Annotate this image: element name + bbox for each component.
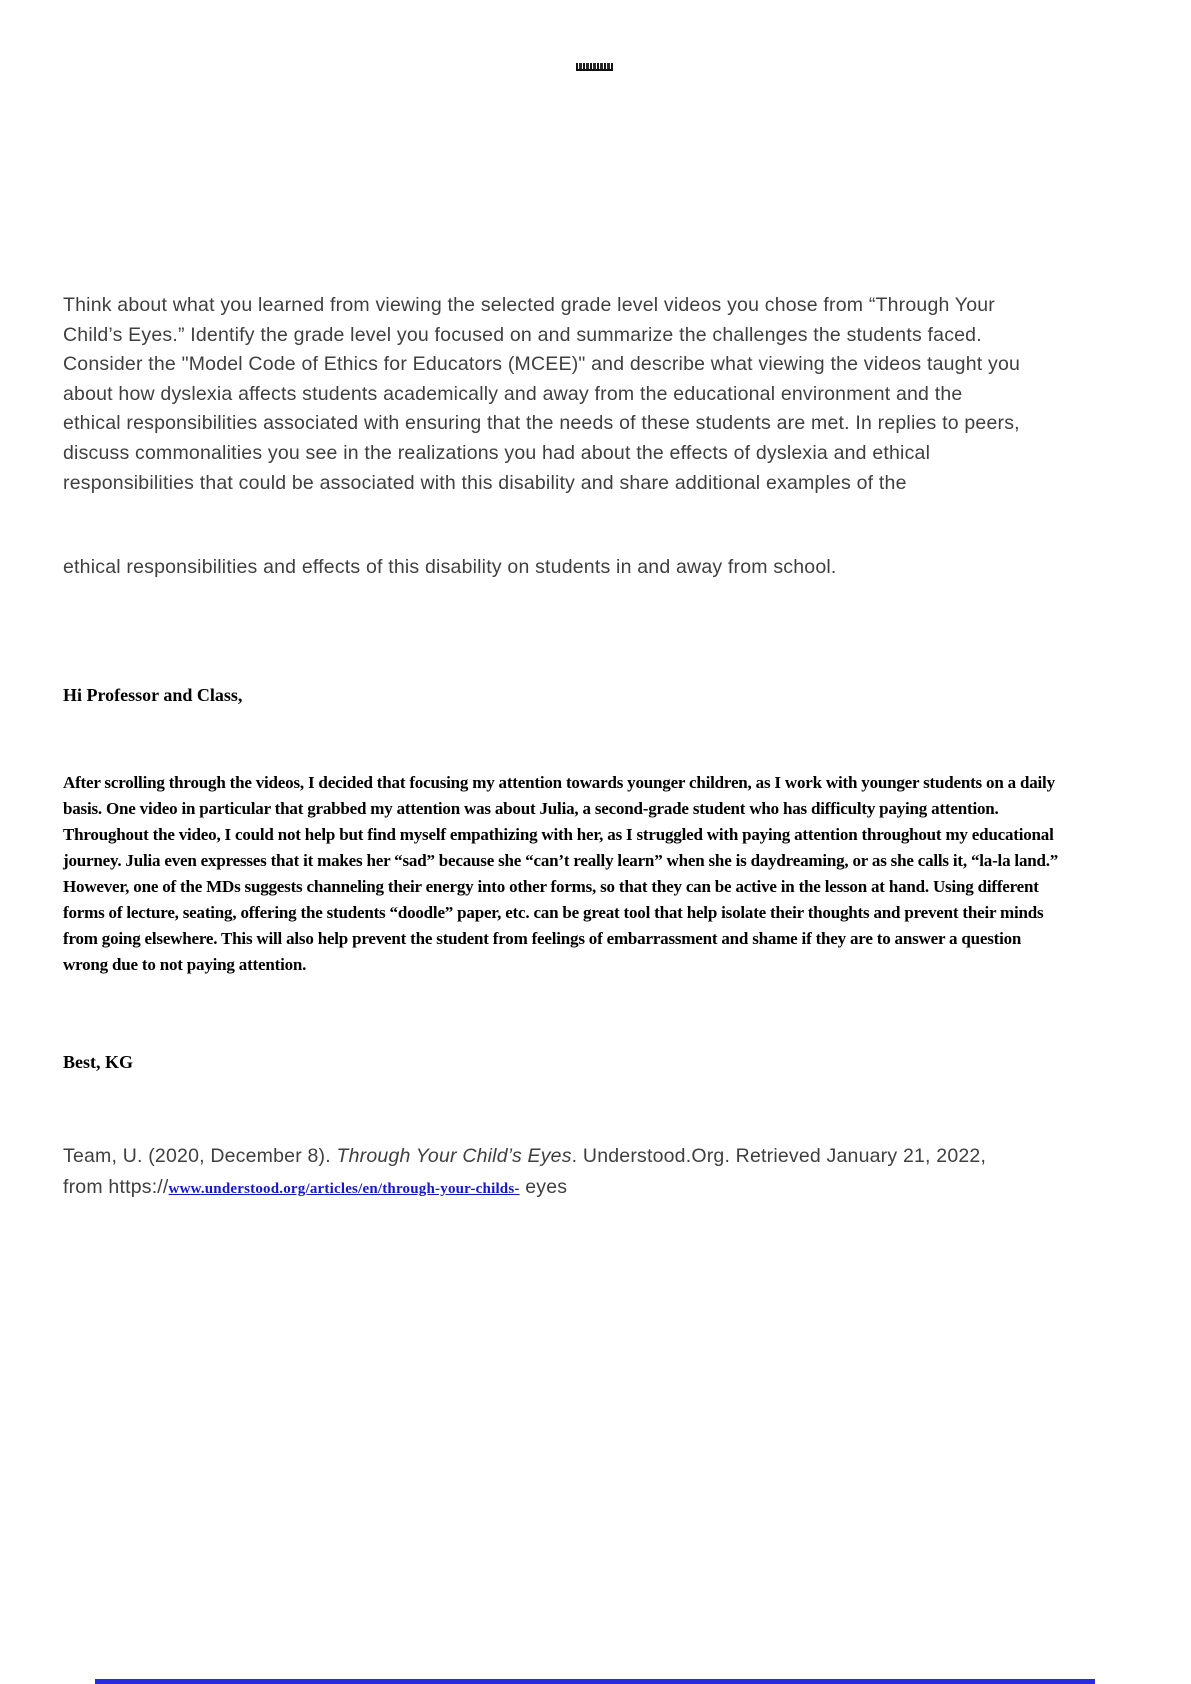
post-signoff: Best, KG [63, 1052, 133, 1072]
discussion-prompt-paragraph: Think about what you learned from viewing the selected grade level videos you chose from “Through Your Child’s Eyes.” Identify the grade level you focused on and summarize the challenges the students faced. Consider the "Model Code of Ethics for Educators (MCEE)" and describe what viewing the videos taught you about how dyslexia affects students academically and away from the educational environment and the ethical responsibilities associated with ensuring that the needs of these students are met. In replies to peers, discuss commonalities you see in the realizations you had about the effects of dyslexia and ethical responsibilities that could be associated with this disability and share additional examples of the [63, 294, 1021, 494]
citation-prefix: Team, U. (2020, December 8). [63, 1145, 337, 1167]
post-body-paragraph-1: After scrolling through the videos, I decided that focusing my attention towards younger children, as I work with younger students on a daily basis. One video in particular that grabbed my attention was about Julia, a second-grade student who has difficulty paying attention. [63, 773, 1055, 818]
citation-title-italic: Through Your Child’s Eyes [336, 1145, 572, 1167]
post-body-paragraph-2: Throughout the video, I could not help but find myself empathizing with her, as I struggled with paying attention throughout my educational journey. Julia even expresses that it makes her “sad” because she “can’t really learn” when she is daydreaming, or as she calls it, “la-la land.” However, one of the MDs suggests channeling their energy into other forms, so that they can be active in the lesson at hand. Using different forms of lecture, seating, offering the students “doodle” paper, etc. can be great tool that help isolate their thoughts and prevent their minds from going elsewhere. This will also help prevent the student from feelings of embarrassment and shame if they are to answer a question wrong due to not paying attention. [63, 825, 1059, 974]
post-body [63, 770, 1068, 978]
page-bottom-rule [95, 1679, 1095, 1684]
reference-citation [63, 1141, 1021, 1205]
citation-middle: . Understood.Org. Retrieved January 21, 2022, from https:// [63, 1145, 987, 1198]
understood-article-link[interactable]: www.understood.org/articles/en/through-your-childs- [168, 1181, 520, 1197]
citation-suffix: eyes [519, 1176, 568, 1198]
discussion-prompt-continuation: ethical responsibilities and effects of this disability on students in and away from school. [63, 556, 837, 578]
post-greeting: Hi Professor and Class, [63, 685, 243, 705]
tiny-illegible-header-text [576, 63, 613, 71]
